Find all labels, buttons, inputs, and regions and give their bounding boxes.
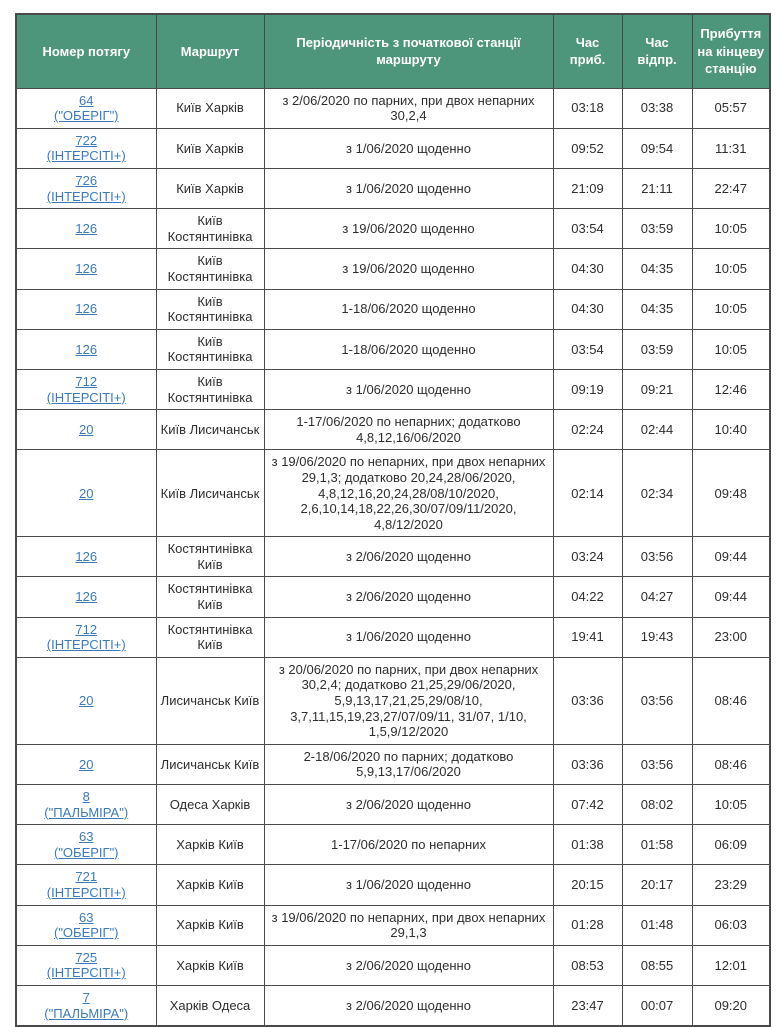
arrival-time-cell: 01:28 — [553, 905, 622, 945]
route-cell: Костянтинівка Київ — [156, 617, 264, 657]
train-number-cell — [16, 128, 156, 168]
arrival-time-cell: 04:22 — [553, 577, 622, 617]
train-number-cell — [16, 945, 156, 985]
train-name: (ІНТЕРСІТІ+) — [46, 148, 126, 164]
route-cell: Харків Київ — [156, 865, 264, 905]
train-number: 722 — [75, 132, 98, 148]
route-cell: Костянтинівка Київ — [156, 577, 264, 617]
table-row — [16, 825, 770, 865]
departure-time-cell: 09:21 — [622, 369, 692, 409]
train-number-cell — [16, 369, 156, 409]
col-header-departure-time: Час відпр. — [622, 14, 692, 88]
train-number: 126 — [75, 589, 98, 605]
periodicity-cell: з 20/06/2020 по парних, при двох непарних 30,2,4; додатково 21,25,29/06/2020, 5,9,13,17,21,25,29/08/10, 3,7,11,15,19,23,27/07/09/11, 31/07, 1/10, 1,5,9/12/2020 — [264, 657, 553, 744]
route-cell: Харків Київ — [156, 825, 264, 865]
train-number-link[interactable] — [20, 486, 153, 502]
periodicity-cell: з 19/06/2020 по непарних, при двох непарних 29,1,3 — [264, 905, 553, 945]
final-arrival-cell: 06:03 — [692, 905, 770, 945]
train-number-link[interactable] — [20, 173, 153, 204]
periodicity-cell: з 2/06/2020 щоденно — [264, 577, 553, 617]
train-name: ("ОБЕРІГ") — [53, 925, 119, 941]
arrival-time-cell: 03:24 — [553, 537, 622, 577]
table-row — [16, 657, 770, 744]
train-name: (ІНТЕРСІТІ+) — [46, 389, 126, 405]
train-number-link[interactable] — [20, 93, 153, 124]
departure-time-cell: 08:02 — [622, 785, 692, 825]
final-arrival-cell: 12:46 — [692, 369, 770, 409]
periodicity-cell: з 19/06/2020 по непарних, при двох непарних 29,1,3; додатково 20,24,28/06/2020, 4,8,12,16,20,24,28/08/10/2020, 2,6,10,14,18,22,26,30/07/09/11/2020, 4,8/12/2020 — [264, 450, 553, 537]
final-arrival-cell: 10:05 — [692, 209, 770, 249]
route-cell: Київ Костянтинівка — [156, 329, 264, 369]
arrival-time-cell: 07:42 — [553, 785, 622, 825]
train-number-link[interactable] — [20, 757, 153, 773]
route-cell: Харків Київ — [156, 905, 264, 945]
route-cell: Київ Харків — [156, 88, 264, 128]
periodicity-cell: з 1/06/2020 щоденно — [264, 617, 553, 657]
periodicity-cell: з 1/06/2020 щоденно — [264, 128, 553, 168]
train-name: ("ОБЕРІГ") — [53, 108, 119, 124]
arrival-time-cell: 03:18 — [553, 88, 622, 128]
table-row — [16, 410, 770, 450]
train-number-cell — [16, 617, 156, 657]
train-number: 712 — [75, 621, 98, 637]
train-number-cell — [16, 577, 156, 617]
train-number: 20 — [79, 421, 94, 437]
arrival-time-cell: 04:30 — [553, 249, 622, 289]
train-number: 63 — [79, 909, 94, 925]
train-number-cell — [16, 825, 156, 865]
arrival-time-cell: 03:36 — [553, 744, 622, 784]
train-name: ("ПАЛЬМІРА") — [44, 1005, 129, 1021]
periodicity-cell: з 2/06/2020 по парних, при двох непарних 30,2,4 — [264, 88, 553, 128]
departure-time-cell: 20:17 — [622, 865, 692, 905]
periodicity-cell: з 2/06/2020 щоденно — [264, 945, 553, 985]
periodicity-cell: з 1/06/2020 щоденно — [264, 369, 553, 409]
header-row — [16, 14, 770, 88]
train-number: 712 — [75, 373, 98, 389]
table-header — [16, 14, 770, 88]
final-arrival-cell: 22:47 — [692, 169, 770, 209]
train-number-cell — [16, 865, 156, 905]
departure-time-cell: 01:58 — [622, 825, 692, 865]
table-row — [16, 865, 770, 905]
departure-time-cell: 03:56 — [622, 744, 692, 784]
col-header-arrival-time: Час приб. — [553, 14, 622, 88]
table-row — [16, 209, 770, 249]
arrival-time-cell: 19:41 — [553, 617, 622, 657]
arrival-time-cell: 02:14 — [553, 450, 622, 537]
train-number: 126 — [75, 261, 98, 277]
train-number-cell — [16, 249, 156, 289]
departure-time-cell: 02:34 — [622, 450, 692, 537]
final-arrival-cell: 10:05 — [692, 289, 770, 329]
train-number: 126 — [75, 221, 98, 236]
periodicity-cell: 1-18/06/2020 щоденно — [264, 289, 553, 329]
final-arrival-cell: 09:44 — [692, 577, 770, 617]
table-row — [16, 577, 770, 617]
col-header-periodicity: Періодичність з початкової станції маршруту — [264, 14, 553, 88]
departure-time-cell: 04:35 — [622, 289, 692, 329]
table-row — [16, 945, 770, 985]
periodicity-cell: 1-17/06/2020 по непарних — [264, 825, 553, 865]
route-cell: Лисичанськ Київ — [156, 657, 264, 744]
departure-time-cell: 03:59 — [622, 209, 692, 249]
periodicity-cell: з 2/06/2020 щоденно — [264, 785, 553, 825]
route-cell: Київ Харків — [156, 128, 264, 168]
train-number-link[interactable] — [20, 261, 153, 277]
table-row — [16, 329, 770, 369]
arrival-time-cell: 04:30 — [553, 289, 622, 329]
arrival-time-cell: 03:36 — [553, 657, 622, 744]
route-cell: Київ Костянтинівка — [156, 249, 264, 289]
arrival-time-cell: 03:54 — [553, 209, 622, 249]
route-cell: Харків Київ — [156, 945, 264, 985]
departure-time-cell: 09:54 — [622, 128, 692, 168]
train-number: 20 — [79, 693, 94, 709]
train-number-cell — [16, 785, 156, 825]
departure-time-cell: 03:56 — [622, 537, 692, 577]
train-number-link[interactable] — [20, 133, 153, 164]
train-number-cell — [16, 88, 156, 128]
train-number-link[interactable] — [20, 374, 153, 405]
train-name: (ІНТЕРСІТІ+) — [46, 884, 126, 900]
train-number: 20 — [79, 485, 94, 501]
departure-time-cell: 04:27 — [622, 577, 692, 617]
final-arrival-cell: 08:46 — [692, 657, 770, 744]
final-arrival-cell: 11:31 — [692, 128, 770, 168]
train-number: 126 — [75, 549, 98, 565]
departure-time-cell: 08:55 — [622, 945, 692, 985]
train-number-link[interactable] — [20, 789, 153, 820]
arrival-time-cell: 20:15 — [553, 865, 622, 905]
train-number-link[interactable] — [20, 221, 153, 237]
train-number-cell — [16, 209, 156, 249]
train-number: 63 — [79, 829, 94, 845]
route-cell: Одеса Харків — [156, 785, 264, 825]
train-number-link[interactable] — [20, 422, 153, 438]
train-number-cell — [16, 744, 156, 784]
periodicity-cell: з 19/06/2020 щоденно — [264, 209, 553, 249]
final-arrival-cell: 09:20 — [692, 985, 770, 1026]
departure-time-cell: 03:38 — [622, 88, 692, 128]
table-row — [16, 169, 770, 209]
departure-time-cell: 02:44 — [622, 410, 692, 450]
final-arrival-cell: 09:48 — [692, 450, 770, 537]
train-number-link[interactable] — [20, 829, 153, 860]
train-number-link[interactable] — [20, 950, 153, 981]
col-header-final-arrival: Прибуття на кінцеву станцію — [692, 14, 770, 88]
train-number-link[interactable] — [20, 910, 153, 941]
arrival-time-cell: 08:53 — [553, 945, 622, 985]
train-schedule-table — [15, 13, 771, 1027]
train-number: 20 — [79, 756, 94, 772]
col-header-train-number: Номер потягу — [16, 14, 156, 88]
table-row — [16, 128, 770, 168]
final-arrival-cell: 10:05 — [692, 249, 770, 289]
final-arrival-cell: 10:05 — [692, 785, 770, 825]
periodicity-cell: 1-18/06/2020 щоденно — [264, 329, 553, 369]
train-number: 126 — [75, 341, 98, 357]
final-arrival-cell: 10:40 — [692, 410, 770, 450]
periodicity-cell: 1-17/06/2020 по непарних; додатково 4,8,12,16/06/2020 — [264, 410, 553, 450]
train-number-link[interactable] — [20, 990, 153, 1021]
route-cell: Київ Лисичанськ — [156, 410, 264, 450]
table-row — [16, 905, 770, 945]
table-row — [16, 369, 770, 409]
table-row — [16, 537, 770, 577]
train-number-cell — [16, 169, 156, 209]
departure-time-cell: 21:11 — [622, 169, 692, 209]
arrival-time-cell: 09:19 — [553, 369, 622, 409]
table-row — [16, 88, 770, 128]
route-cell: Київ Лисичанськ — [156, 450, 264, 537]
table-row — [16, 617, 770, 657]
table-row — [16, 450, 770, 537]
arrival-time-cell: 23:47 — [553, 985, 622, 1026]
train-name: (ІНТЕРСІТІ+) — [46, 965, 126, 981]
train-name: ("ОБЕРІГ") — [53, 844, 119, 860]
train-number-cell — [16, 905, 156, 945]
final-arrival-cell: 09:44 — [692, 537, 770, 577]
train-number-link[interactable] — [20, 589, 153, 605]
train-number-cell — [16, 450, 156, 537]
periodicity-cell: 2-18/06/2020 по парних; додатково 5,9,13,17/06/2020 — [264, 744, 553, 784]
route-cell: Лисичанськ Київ — [156, 744, 264, 784]
final-arrival-cell: 10:05 — [692, 329, 770, 369]
route-cell: Костянтинівка Київ — [156, 537, 264, 577]
train-number-cell — [16, 289, 156, 329]
train-number: 126 — [75, 301, 98, 317]
periodicity-cell: з 2/06/2020 щоденно — [264, 985, 553, 1026]
departure-time-cell: 19:43 — [622, 617, 692, 657]
route-cell: Київ Костянтинівка — [156, 289, 264, 329]
train-number: 725 — [75, 949, 98, 965]
departure-time-cell: 01:48 — [622, 905, 692, 945]
train-number: 726 — [75, 173, 98, 189]
final-arrival-cell: 06:09 — [692, 825, 770, 865]
periodicity-cell: з 1/06/2020 щоденно — [264, 169, 553, 209]
train-number-link[interactable] — [20, 622, 153, 653]
train-name: ("ПАЛЬМІРА") — [44, 804, 129, 820]
route-cell: Київ Костянтинівка — [156, 209, 264, 249]
departure-time-cell: 00:07 — [622, 985, 692, 1026]
train-number-cell — [16, 657, 156, 744]
arrival-time-cell: 01:38 — [553, 825, 622, 865]
train-number-link[interactable] — [20, 693, 153, 709]
route-cell: Київ Харків — [156, 169, 264, 209]
periodicity-cell: з 19/06/2020 щоденно — [264, 249, 553, 289]
departure-time-cell: 03:59 — [622, 329, 692, 369]
train-number-link[interactable] — [20, 869, 153, 900]
final-arrival-cell: 12:01 — [692, 945, 770, 985]
train-number-cell — [16, 410, 156, 450]
arrival-time-cell: 03:54 — [553, 329, 622, 369]
col-header-route: Маршрут — [156, 14, 264, 88]
arrival-time-cell: 09:52 — [553, 128, 622, 168]
final-arrival-cell: 05:57 — [692, 88, 770, 128]
train-number: 7 — [82, 989, 90, 1005]
train-number: 721 — [75, 869, 98, 885]
train-name: (ІНТЕРСІТІ+) — [46, 188, 126, 204]
table-row — [16, 985, 770, 1026]
departure-time-cell: 04:35 — [622, 249, 692, 289]
final-arrival-cell: 23:00 — [692, 617, 770, 657]
route-cell: Київ Костянтинівка — [156, 369, 264, 409]
train-number-link[interactable] — [20, 342, 153, 358]
table-row — [16, 785, 770, 825]
table-row — [16, 744, 770, 784]
final-arrival-cell: 23:29 — [692, 865, 770, 905]
final-arrival-cell: 08:46 — [692, 744, 770, 784]
train-number: 64 — [79, 92, 94, 108]
periodicity-cell: з 1/06/2020 щоденно — [264, 865, 553, 905]
train-name: (ІНТЕРСІТІ+) — [46, 637, 126, 653]
departure-time-cell: 03:56 — [622, 657, 692, 744]
arrival-time-cell: 21:09 — [553, 169, 622, 209]
train-number-cell — [16, 537, 156, 577]
schedule-body — [16, 88, 770, 1026]
train-number-link[interactable] — [20, 301, 153, 317]
train-number: 8 — [82, 789, 90, 805]
table-row — [16, 249, 770, 289]
route-cell: Харків Одеса — [156, 985, 264, 1026]
train-number-cell — [16, 985, 156, 1026]
periodicity-cell: з 2/06/2020 щоденно — [264, 537, 553, 577]
train-number-link[interactable] — [20, 549, 153, 565]
train-number-cell — [16, 329, 156, 369]
arrival-time-cell: 02:24 — [553, 410, 622, 450]
table-row — [16, 289, 770, 329]
